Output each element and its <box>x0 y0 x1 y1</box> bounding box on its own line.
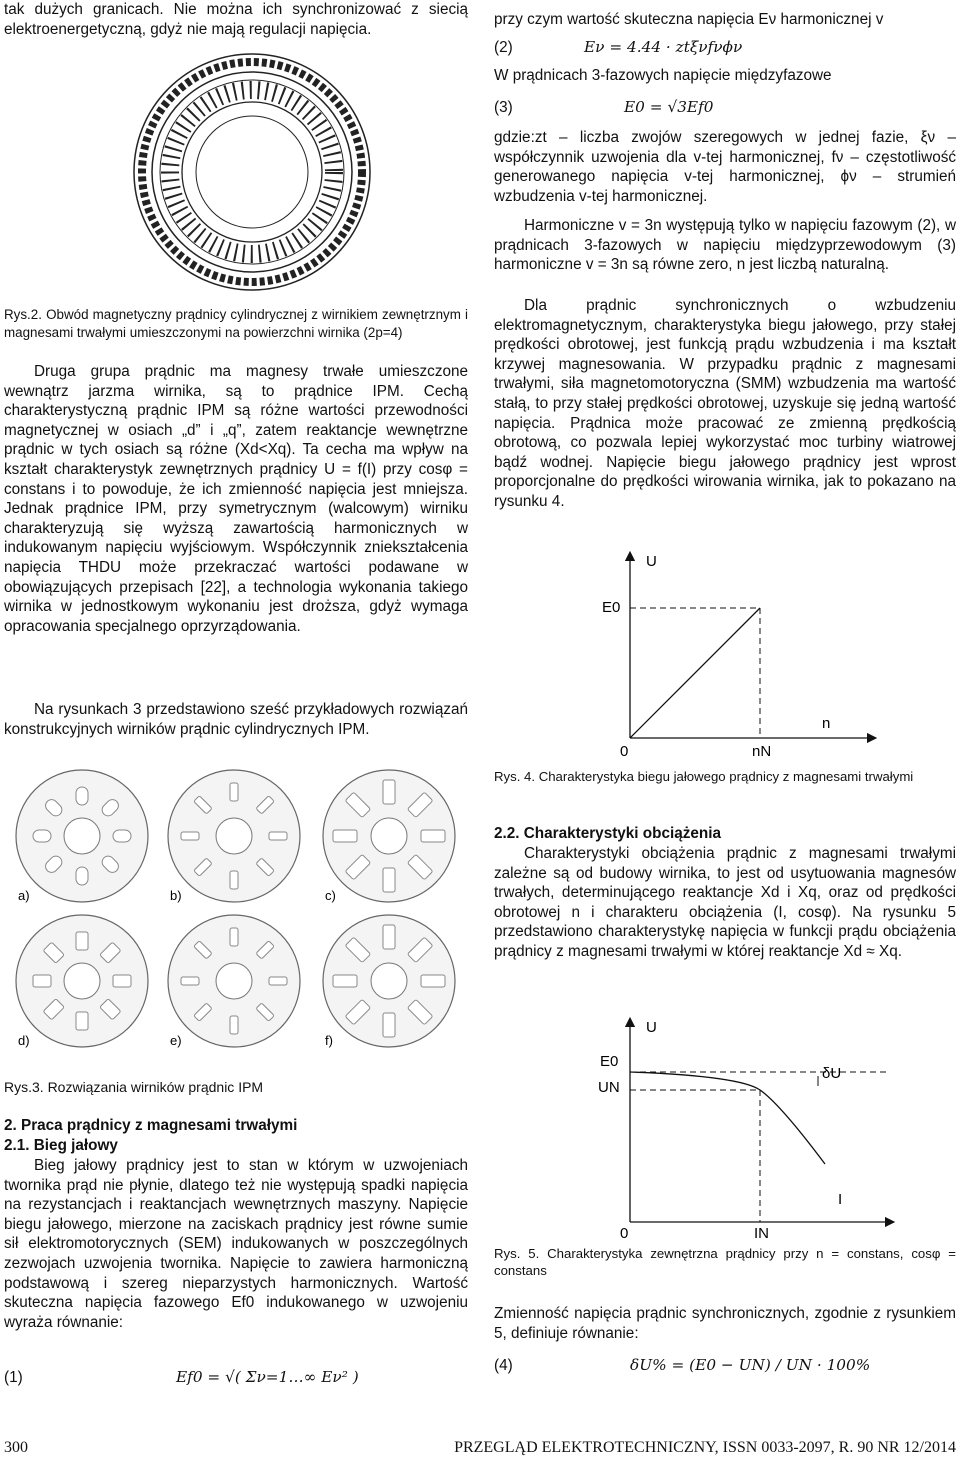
fig3-magnet-slot <box>113 830 131 842</box>
fig3-rotor-a <box>16 770 148 903</box>
fig5-external-chart <box>590 1014 910 1242</box>
fig3-label: e) <box>170 1033 182 1048</box>
fig3-magnet-slot <box>269 977 287 985</box>
equation-4-number: (4) <box>494 1357 513 1374</box>
load-characteristics-paragraph: Charakterystyki obciążenia prądnic z magnesami trwałymi zależne są od budowy wirnika, to jest od usytuowania magnesów trwałych, determinującego reaktancje Xd i Xq, oraz od prędkości obrotowej n i charakteru obciążenia (I, cosφ). Na rysunku 5 przedstawiono charakterystykę napięcia w funkcji prądu obciążenia prądnicy z magnesami trwałymi w której reaktancje Xd ≈ Xq. <box>494 845 956 960</box>
bieg-jalowy-paragraph: Bieg jałowy prądnicy jest to stan w którym w uzwojeniach twornika prąd nie płynie, dlatego też nie występują spadki napięcia na rezystancjach i reaktancjach wewnętrznych maszyny. Napięcie biegu jałowego, mierzone na zaciskach prądnicy jest równe sumie sił elektromotorycznych (SEM) indukowanych w poszczególnych zezwojach uzwojenia twornika. Napięcie to zawiera harmoniczną podstawową i szereg nieparzystych harmonicznych. Wartość skuteczna napięcia fazowego Ef0 indukowanego w uzwojeniu wyraża równanie: <box>4 1157 468 1331</box>
fig3-magnet-slot <box>230 871 238 889</box>
equation-4 <box>494 1356 870 1376</box>
fig3-magnet-slot <box>333 975 357 987</box>
fig3-magnet-slot <box>269 832 287 840</box>
fig5-y-label: U <box>646 1019 657 1036</box>
equation-1-formula: Ef0 = √( Σν=1…∞ Eν² ) <box>176 1368 359 1386</box>
equation-3-formula: E0 = √3Ef0 <box>624 98 714 116</box>
fig3-magnet-slot <box>76 932 88 950</box>
fig5-du-label: δU <box>822 1065 842 1082</box>
fig3-label: a) <box>18 888 30 903</box>
section-2-2-heading: 2.2. Charakterystyki obciążenia <box>494 825 722 842</box>
equation-1-number: (1) <box>4 1369 23 1386</box>
fig3-magnet-slot <box>421 975 445 987</box>
section-2-1-heading: 2.1. Bieg jałowy <box>4 1137 118 1154</box>
fig3-label: d) <box>18 1033 30 1048</box>
fig3-label: c) <box>325 888 336 903</box>
fig5-un-label: UN <box>598 1079 620 1096</box>
fig3-rotor-c <box>323 770 455 903</box>
fig3-magnet-slot <box>33 830 51 842</box>
fig3-rotor-variants <box>4 766 466 1066</box>
fig3-magnet-slot <box>230 928 238 946</box>
fig3-rotor-e <box>168 915 300 1048</box>
equation-2-formula: Eν = 4.44 · ztξνfνϕν <box>584 38 743 56</box>
intro-paragraph: tak dużych granicach. Nie można ich synchronizować z siecią elektroenergetyczną, gdyż nie mają regulacji napięcia. <box>4 1 468 38</box>
fig4-y-label: U <box>646 553 657 570</box>
fig3-intro-paragraph: Na rysunkach 3 przedstawiono sześć przykładowych rozwiązań konstrukcyjnych wirników prądnic cylindrycznych IPM. <box>4 701 468 738</box>
fig5-origin-label: 0 <box>620 1225 629 1242</box>
fig2-caption: Rys.2. Obwód magnetyczny prądnicy cylindrycznej z wirnikiem zewnętrznym i magnesami trwałymi umieszczonymi na powierzchni wirnika (2p=4) <box>4 307 468 340</box>
variation-paragraph: Zmienność napięcia prądnic synchronicznych, zgodnie z rysunkiem 5, definiuje równanie: <box>494 1305 956 1342</box>
fig2-rotor <box>134 54 370 290</box>
page-footer <box>4 1438 956 1460</box>
journal-name: PRZEGLĄD ELEKTROTECHNICZNY, ISSN 0033-2097, R. 90 NR 12/2014 <box>454 1439 956 1456</box>
equation-3 <box>494 98 713 118</box>
fig4-x-label: n <box>822 715 831 732</box>
fig3-magnet-slot <box>33 975 51 987</box>
fig5-e0-label: E0 <box>600 1053 619 1070</box>
fig3-magnet-slot <box>383 868 395 892</box>
fig3-magnet-slot <box>383 925 395 949</box>
fig3-magnet-slot <box>230 783 238 801</box>
fig5-characteristic-curve <box>630 1072 825 1164</box>
equation-2 <box>494 38 742 58</box>
fig5-caption: Rys. 5. Charakterystyka zewnętrzna prądnicy przy n = constans, cosφ = constans <box>494 1246 956 1278</box>
harmonics-paragraph: Harmoniczne v = 3n występują tylko w napięciu fazowym (2), w prądnicach 3-fazowych w napięciu międzyprzewodowym (3) harmoniczne v = 3n są równe zero, n jest liczbą naturalną. <box>494 217 956 274</box>
fig3-magnet-slot <box>76 1012 88 1030</box>
fig3-caption: Rys.3. Rozwiązania wirników prądnic IPM <box>4 1079 264 1095</box>
page-number: 300 <box>4 1439 28 1456</box>
fig3-magnet-slot <box>383 1013 395 1037</box>
equation-1 <box>4 1368 468 1388</box>
equation-4-formula: δU% = (E0 − UN) / UN · 100% <box>630 1356 871 1374</box>
fig3-magnet-slot <box>113 975 131 987</box>
fig3-rotor-f <box>323 915 455 1048</box>
section-2-heading: 2. Praca prądnicy z magnesami trwałymi <box>4 1117 298 1134</box>
fig3-label: f) <box>325 1033 333 1048</box>
fig3-label: b) <box>170 888 182 903</box>
fig3-rotor-d <box>16 915 148 1048</box>
fig4-characteristic-line <box>630 608 760 738</box>
equation-2-number: (2) <box>494 39 513 56</box>
ipm-paragraph: Druga grupa prądnic ma magnesy trwałe umieszczone wewnątrz jarzma wirnika, są to prądnice IPM. Cechą charakterystyczną prądnic IPM są różne wartości przewodności magnetycznej w osiach „d” i „q”, zatem reaktancje wewnętrzne prądnic w tych osiach są różne (Xd<Xq). Ta cecha ma wpływ na kształt charakterystyk zewnętrznych prądnicy U = f(I) przy cosφ = constans i to powoduje, że ich zmienność napięcia jest mniejsza. Jednak prądnice IPM, przy symetrycznym (walcowym) wirniku charakteryzują się wyższą zawartością harmonicznych w indukowanym napięciu wyjściowym. Współczynnik zniekształcenia napięcia THDU może przekraczać wartości podawane w obowiązujących przepisach [22], a technologia wykonania takiego wirnika w jednostkowym wykonaniu jest droższa, gdyż wymaga opracowania specjalnego oprzyrządowania. <box>4 363 468 635</box>
fig4-no-load-chart <box>590 548 890 760</box>
equation-3-number: (3) <box>494 99 513 116</box>
phase-line: W prądnicach 3-fazowych napięcie międzyfazowe <box>494 67 832 84</box>
fig4-origin-label: 0 <box>620 743 629 760</box>
fig3-rotor-b <box>168 770 300 903</box>
no-load-paragraph: Dla prądnic synchronicznych o wzbudzeniu elektromagnetycznym, charakterystyka biegu jałowego, przy stałej prędkości obrotowej, jest funkcją prądu wzbudzenia i ma kształt krzywej magnesowania. W przypadku prądnic z magnesami trwałymi, siła magnetomotoryczna (SMM) wzbudzenia ma wartość stałą, to przy stałej prędkości obrotowej, uzyskuje się jedną wartość napięcia. Prądnica może pracować ze zmienną prędkością obrotową, co pozwala lepiej wykorzystać moc turbiny wiatrowej bądź wodnej. Napięcie biegu jałowego prądnicy jest wprost proporcjonalne do prędkości wirowania wirnika, jak to pokazano na rysunku 4. <box>494 297 956 510</box>
fig3-magnet-slot <box>383 780 395 804</box>
fig4-e0-label: E0 <box>602 599 621 616</box>
fig5-x-label: I <box>838 1191 843 1208</box>
fig3-magnet-slot <box>181 832 199 840</box>
fig3-magnet-slot <box>230 1016 238 1034</box>
fig4-nn-label: nN <box>752 743 772 760</box>
fig3-magnet-slot <box>76 867 88 885</box>
fig3-magnet-slot <box>333 830 357 842</box>
fig4-caption: Rys. 4. Charakterystyka biegu jałowego prądnicy z magnesami trwałymi <box>494 769 914 784</box>
symbols-definition: gdzie:zt – liczba zwojów szeregowych w jednej fazie, ξν – współczynnik uzwojenia dla v-tej harmonicznej, fν – częstotliwość generowanego napięcia v-tej harmonicznej, ϕν – strumień wzbudzenia v-tej harmonicznej. <box>494 129 956 205</box>
fig3-magnet-slot <box>421 830 445 842</box>
rms-line: przy czym wartość skuteczna napięcia Eν harmonicznej v <box>494 11 884 28</box>
fig3-magnet-slot <box>76 787 88 805</box>
fig3-magnet-slot <box>181 977 199 985</box>
fig5-in-label: IN <box>754 1225 769 1242</box>
fig2-generator-cross-section <box>102 52 402 312</box>
